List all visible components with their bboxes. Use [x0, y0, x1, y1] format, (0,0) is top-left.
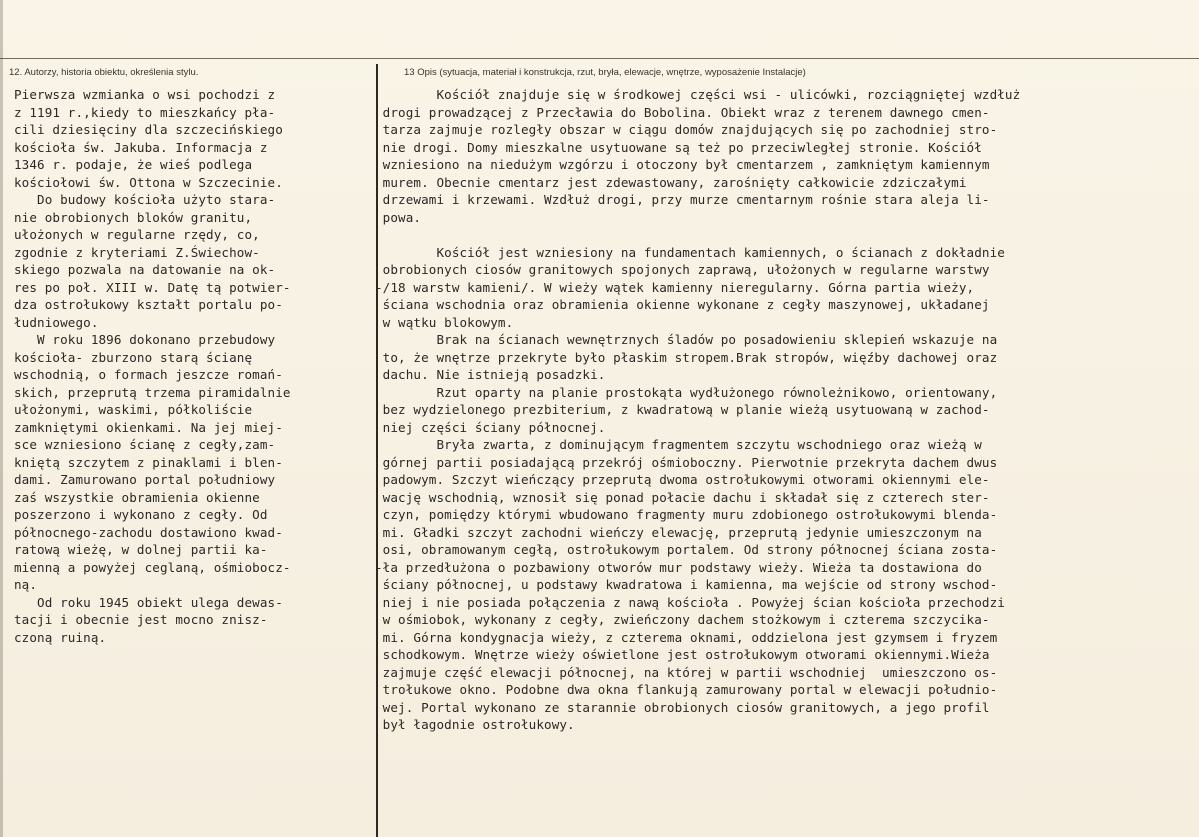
section-13-header: 13 Opis (sytuacja, materiał i konstrukcja, rzut, bryła, elewacje, wnętrze, wyposażenie Instalacje) [404, 67, 806, 78]
description-text: Kościół znajduje się w środkowej części wsi - ulicówki, rozciągniętej wzdłuż drogi prowadzącej z Przecławia do Bobolina. Obiekt wraz z terenem dawnego cmen- tarza zajmuje rozległy obszar w ciągu domów znajdujących się po zachodniej stro- nie drogi. Domy mieszkalne usytuowane są też po przeciwległej stronie. Kościół wzniesiono na niedużym wzgórzu i otoczony był cmentarzem , zamkniętym kamiennym murem. Obecnie cmentarz jest zdewastowany, zarośnięty całkowicie zdziczałymi drzewami i krzewami. Wzdłuż drogi, przy murze cmentarnym rośnie stara aleja li- powa. Kościół jest wzniesiony na fundamentach kamiennych, o ścianach z dokładnie obrobionych ciosów granitowych spojonych zaprawą, ułożonych w regularne warstwy -/18 warstw kamieni/. W wieży wątek kamienny nieregularny. Górna partia wieży, ściana wschodnia oraz obramienia okienne wykonane z cegły maszynowej, układanej w wątku blokowym. Brak na ścianach wewnętrznych śladów po posadowieniu sklepień wskazuje na to, że wnętrze przekryte było płaskim stropem.Brak stropów, więźby dachowej oraz dachu. Nie istnieją posadzki. Rzut oparty na planie prostokąta wydłużonego równoleżnikowo, orientowany, bez wydzielonego prezbiterium, z kwadratową w planie wieżą usytuowaną w zachod- niej części ściany północnej. Bryła zwarta, z dominującym fragmentem szczytu wschodniego oraz wieżą w górnej partii posiadającą przekrój ośmioboczny. Pierwotnie przekryta dachem dwus padowym. Szczyt wieńczący przeprutą dwoma ostrołukowymi otworami okiennymi ele- wację wschodnią, wznosił się ponad połacie dachu i składał się z czterech ster- czyn, pomiędzy którymi wbudowano fragmenty muru zdobionego ostrołukowymi blenda- mi. Gładki szczyt zachodni wieńczy elewację, przeprutą jedynie umieszczonym na osi, obramowanym cegłą, ostrołukowym portalem. Od strony północnej ściana zosta- -ła przedłużona o pozbawiony otworów mur podstawy wieży. Wieża ta dostawiona do ściany północnej, u podstawy kwadratowa i kamienna, ma wejście od strony wschod- niej i nie posiada połączenia z nawą kościoła . Powyżej ścian kościoła przechodzi w ośmiobok, wykonany z cegły, zwieńczony dachem stożkowym i czterema szczycika- mi. Górna kondygnacja wieży, z czterema oknami, oddzielona jest gzymsem i fryzem schodkowym. Wnętrze wieży oświetlone jest ostrołukowym otworami okiennymi.Wieża zajmuje część elewacji północnej, na której w partii wschodniej umieszczono os- trołukowe okno. Podobne dwa okna flankują zamurowany portal w elewacji południo- wej. Portal wykonano ze starannie obrobionych ciosów granitowych, a jego profil był łagodnie ostrołukowy. [375, 87, 1021, 732]
header-rule [0, 58, 1199, 59]
section-12-header: 12. Autorzy, historia obiektu, określenia stylu. [9, 67, 199, 78]
card-edge [0, 0, 3, 837]
history-text: Pierwsza wzmianka o wsi pochodzi z z 1191 r.,kiedy to mieszkańcy pła- cili dziesięciny dla szczecińskiego kościoła św. Jakuba. Informacja z 1346 r. podaje, że wieś podlega kościołowi św. Ottona w Szczecinie. Do budowy kościoła użyto stara- nie obrobionych bloków granitu, ułożonych w regularne rzędy, co, zgodnie z kryteriami Z.Świechow- skiego pozwala na datowanie na ok- res po poł. XIII w. Datę tą potwier- dza ostrołukowy kształt portalu po- łudniowego. W roku 1896 dokonano przebudowy kościoła- zburzono starą ścianę wschodnią, o formach jeszcze romań- skich, przeprutą trzema piramidalnie ułożonymi, waskimi, półkoliście zamkniętymi okienkami. Na jej miej- sce wzniesiono ścianę z cegły,zam- kniętą szczytem z pinaklami i blen- dami. Zamurowano portal południowy zaś wszystkie obramienia okienne poszerzono i wykonano z cegły. Od północnego-zachodu dostawiono kwad- ratową wieżę, w dolnej partii ka- mienną a powyżej ceglaną, ośmiobocz- ną. Od roku 1945 obiekt ulega dewas- tacji i obecnie jest mocno znisz- czoną ruiną. [14, 87, 291, 645]
